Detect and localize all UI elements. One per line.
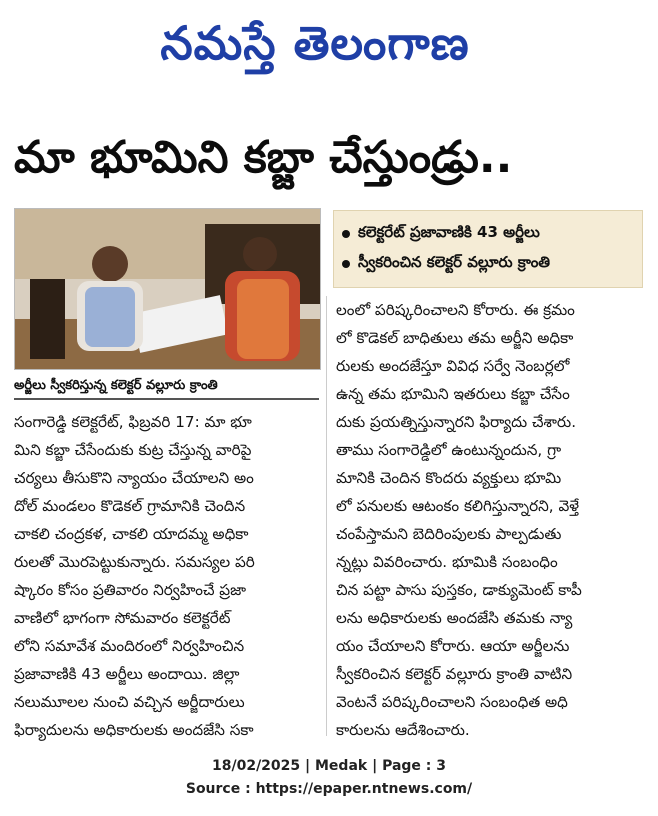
text-line: చర్యలు తీసుకొని న్యాయం చేయాలని అం	[14, 469, 254, 487]
bullet-dot-icon	[342, 260, 350, 268]
photo-illustration	[15, 209, 320, 369]
text-line: ఫిర్యాదులను అధికారులకు అందజేసి సకా	[14, 721, 254, 739]
bullet-dot-icon	[342, 230, 350, 238]
highlights-box	[333, 210, 643, 288]
highlight-text: కలెక్టరేట్‌ ప్రజావాణికి 43 అర్జీలు	[358, 223, 540, 241]
text-line: వెంటనే పరిష్కరించాలని సంబంధిత అధి	[336, 693, 568, 711]
text-line: లను అధికారులకు అందజేసి తమకు న్యా	[336, 609, 573, 627]
article-column-right	[336, 296, 641, 739]
text-line: దుకు ప్రయత్నిస్తున్నారని ఫిర్యాదు చేశారు.	[336, 413, 577, 431]
text-line: కారులను ఆదేశించారు.	[336, 721, 470, 739]
highlight-item	[334, 249, 642, 279]
text-line: చిన పట్టా పాసు పుస్తకం, డాక్యుమెంట్‌ కాపీ	[336, 581, 582, 599]
text-line: మానికి చెందిన కొందరు వ్యక్తులు భూమి	[336, 469, 562, 487]
text-line: లంలో పరిష్కరించాలని కోరారు. ఈ క్రమం	[336, 301, 575, 319]
article-headline: మా భూమిని కబ్జా చేస్తుండ్రు..	[14, 132, 513, 183]
text-line: లో పనులకు ఆటంకం కలిగిస్తున్నారని, వెళ్తే	[336, 497, 580, 515]
photo-caption: అర్జీలు స్వీకరిస్తున్న కలెక్టర్‌ వల్లూరు క్రాంతి	[14, 374, 319, 400]
text-line: లో కొడెకల్‌ బాధితులు తమ అర్జీని అధికా	[336, 329, 574, 347]
text-line: ష్కారం కోసం ప్రతివారం నిర్వహించే ప్రజా	[14, 581, 246, 599]
column-divider	[326, 296, 327, 736]
text-line: చంపేస్తామని బెదిరింపులకు పాల్పడుతు	[336, 525, 562, 543]
text-line: నలుమూలల నుంచి వచ్చిన అర్జీదారులు	[14, 693, 245, 711]
text-line: ఉన్న తమ భూమిని ఇతరులు కబ్జా చేసేం	[336, 385, 570, 403]
text-line: రులతో మొరపెట్టుకున్నారు. సమస్యల పరి	[14, 553, 255, 571]
masthead-logo: నమస్తే తెలంగాణ	[160, 16, 470, 70]
text-line: యం చేయాలని కోరారు. ఆయా అర్జీలను	[336, 637, 570, 655]
text-line: ప్రజావాణికి 43 అర్జీలు అందాయి. జిల్లా	[14, 665, 240, 683]
highlight-text: స్వీకరించిన కలెక్టర్‌ వల్లూరు క్రాంతి	[358, 253, 551, 271]
footer-source-line: Source : https://epaper.ntnews.com/	[185, 781, 473, 797]
highlight-item	[334, 219, 642, 249]
text-line: సంగారెడ్డి కలెక్టరేట్‌, ఫిబ్రవరి 17: మా భూ	[14, 413, 252, 431]
text-line: వాణిలో భాగంగా సోమవారం కలెక్టరేట్‌	[14, 609, 231, 627]
text-line: న్నట్లు వివరించారు. భూమికి సంబంధిం	[336, 553, 558, 571]
article-column-left	[14, 408, 319, 738]
article-photo	[14, 208, 321, 370]
text-line: లోని సమావేశ మందిరంలో నిర్వహించిన	[14, 637, 245, 655]
text-line: చాకలి చంద్రకళ, చాకలి యాదమ్మ అధికా	[14, 525, 249, 543]
footer-date-line: 18/02/2025 | Medak | Page : 3	[211, 758, 447, 774]
text-line: మిని కబ్జా చేసేందుకు కుట్ర చేస్తున్న వారిపై	[14, 441, 252, 459]
text-line: స్వీకరించిన కలెక్టర్‌ వల్లూరు క్రాంతి వాటిని	[336, 665, 573, 683]
text-line: దోల్‌ మండలం కొడెకల్‌ గ్రామానికి చెందిన	[14, 497, 246, 515]
text-line: రులకు అందజేస్తూ వివిధ సర్వే నెంబర్లలో	[336, 357, 570, 375]
text-line: తాము సంగారెడ్డిలో ఉంటున్నందున, గ్రా	[336, 441, 562, 459]
